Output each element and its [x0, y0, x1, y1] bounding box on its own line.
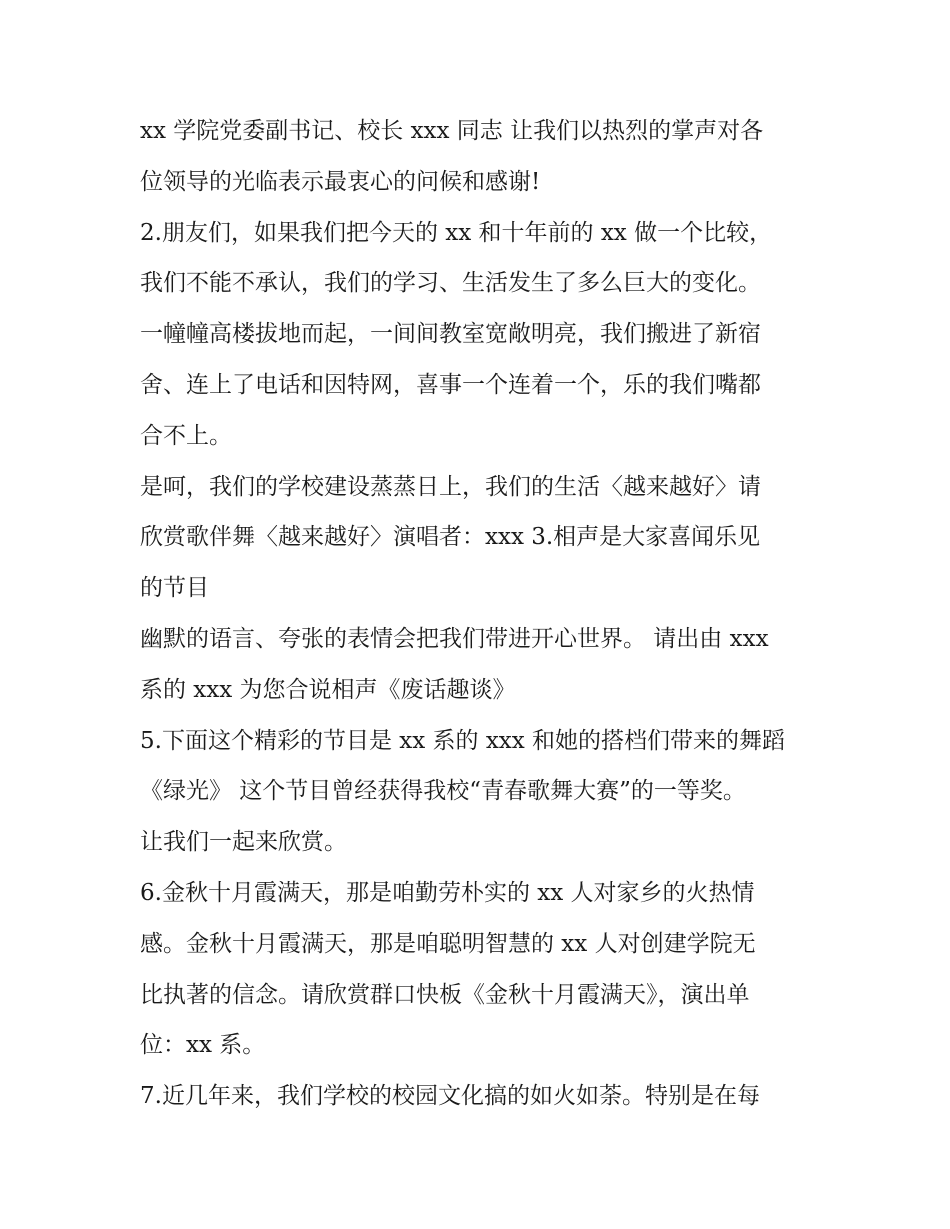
text-line: xx 学院党委副书记、校长 xxx 同志 让我们以热烈的掌声对各 [140, 118, 764, 144]
text-line: 位领导的光临表示最衷心的问候和感谢! [140, 168, 541, 195]
text-line: 5.下面这个精彩的节目是 xx 系的 xxx 和她的搭档们带来的舞蹈 [140, 727, 786, 754]
text-line: 感。金秋十月霞满天，那是咱聪明智慧的 xx 人对创建学院无 [140, 930, 756, 957]
text-line: 是呵，我们的学校建设蒸蒸日上，我们的生活〈越来越好〉请 [140, 473, 761, 500]
text-line: 合不上。 [140, 422, 232, 449]
text-line: 比执著的信念。请欣赏群口快板《金秋十月霞满天》，演出单 [140, 981, 750, 1008]
text-line: 舍、连上了电话和因特网，喜事一个连着一个，乐的我们嘴都 [140, 371, 761, 398]
text-line: 6.金秋十月霞满天，那是咱勤劳朴实的 xx 人对家乡的火热情 [140, 879, 755, 906]
text-line: 幽默的语言、夸张的表情会把我们带进开心世界。 请出由 xxx [140, 625, 769, 652]
text-line: 让我们一起来欣赏。 [140, 829, 347, 856]
text-line: 2.朋友们，如果我们把今天的 xx 和十年前的 xx 做一个比较， [140, 219, 773, 246]
text-line: 《绿光》 这个节目曾经获得我校“青春歌舞大赛”的一等奖。 [140, 778, 746, 805]
text-line: 一幢幢高楼拔地而起，一间间教室宽敞明亮，我们搬进了新宿 [140, 321, 761, 348]
text-line: 欣赏歌伴舞〈越来越好〉演唱者：xxx 3.相声是大家喜闻乐见 [140, 524, 761, 551]
text-line: 的节目 [140, 575, 209, 602]
body-text [140, 106, 820, 1122]
text-line: 位：xx 系。 [140, 1032, 266, 1059]
text-line: 系的 xxx 为您合说相声《废话趣谈》 [140, 676, 516, 703]
text-line: 我们不能不承认，我们的学习、生活发生了多么巨大的变化。 [140, 270, 761, 297]
text-line: 7.近几年来，我们学校的校园文化搞的如火如荼。特别是在每 [140, 1083, 760, 1110]
